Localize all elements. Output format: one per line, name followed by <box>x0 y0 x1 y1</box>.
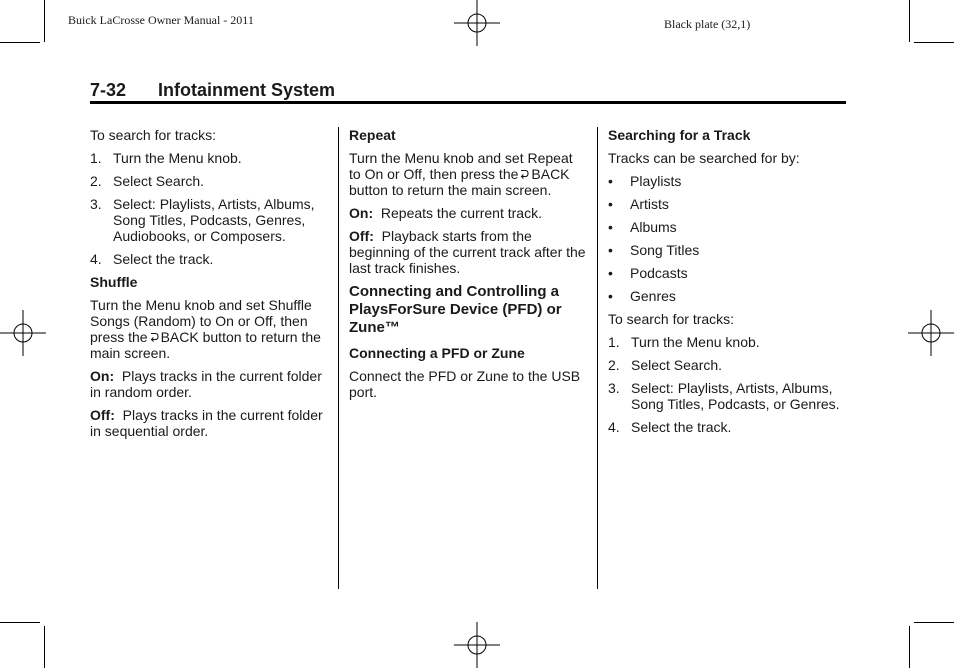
list-item: 3. Select: Playlists, Artists, Albums, Song Titles, Podcasts, Genres, Audiobooks, or Composers. <box>90 196 315 244</box>
bullet-item: • Genres <box>608 288 676 304</box>
list-item: 2. Select Search. <box>608 357 723 373</box>
shuffle-text: Turn the Menu knob and set Shuffle Songs (Random) to On or Off, then press the BACK button to return the main screen. <box>90 297 321 361</box>
column-divider <box>597 127 598 589</box>
crop-mark <box>909 0 910 42</box>
page-number: 7-32 <box>90 80 127 100</box>
heading-rule <box>90 101 846 104</box>
shuffle-heading: Shuffle <box>90 274 138 290</box>
list-item: 1. Turn the Menu knob. <box>90 150 242 166</box>
list-item: 1. Turn the Menu knob. <box>608 334 760 350</box>
bullet-item: • Podcasts <box>608 265 688 281</box>
connect-text: Connect the PFD or Zune to the USB port. <box>349 368 581 400</box>
repeat-text: Turn the Menu knob and set Repeat to On or Off, then press the BACK button to return the main screen. <box>349 150 573 198</box>
column-divider <box>338 127 339 589</box>
search-intro: To search for tracks: <box>90 127 217 143</box>
back-arrow-icon <box>150 332 159 343</box>
column-1 <box>90 127 328 446</box>
bullet-item: • Song Titles <box>608 242 700 258</box>
repeat-on-option: On: Repeats the current track. <box>349 205 542 221</box>
crop-mark <box>0 42 40 43</box>
bullet-item: • Artists <box>608 196 669 212</box>
section-title: Infotainment System <box>158 80 336 100</box>
repeat-heading: Repeat <box>349 127 396 143</box>
connect-subheading: Connecting a PFD or Zune <box>349 345 525 361</box>
repeat-off-option: Off: Playback starts from the beginning of the current track after the last track finishes. <box>349 228 586 276</box>
search-heading: Searching for a Track <box>608 127 751 143</box>
search-intro: To search for tracks: <box>608 311 735 327</box>
plate-label: Black plate (32,1) <box>664 17 751 31</box>
list-item: 3. Select: Playlists, Artists, Albums, Song Titles, Podcasts, or Genres. <box>608 380 840 412</box>
list-item: 4. Select the track. <box>90 251 214 267</box>
bullet-item: • Playlists <box>608 173 682 189</box>
registration-mark <box>454 0 500 46</box>
crop-mark <box>0 622 40 623</box>
registration-mark <box>0 310 46 356</box>
list-item: 2. Select Search. <box>90 173 205 189</box>
back-arrow-icon <box>520 169 529 180</box>
list-item: 4. Select the track. <box>608 419 732 435</box>
column-3 <box>608 127 846 442</box>
crop-mark <box>909 626 910 668</box>
connect-heading: Connecting and Controlling a PlaysForSure Device (PFD) or Zune™ <box>349 283 562 336</box>
shuffle-off-option: Off: Plays tracks in the current folder in sequential order. <box>90 407 323 439</box>
crop-mark <box>914 42 954 43</box>
column-2 <box>349 127 587 407</box>
crop-mark <box>44 0 45 42</box>
bullet-item: • Albums <box>608 219 677 235</box>
manual-title: Buick LaCrosse Owner Manual - 2011 <box>68 13 254 27</box>
crop-mark <box>44 626 45 668</box>
registration-mark <box>454 622 500 668</box>
crop-mark <box>914 622 954 623</box>
registration-mark <box>908 310 954 356</box>
shuffle-on-option: On: Plays tracks in the current folder in random order. <box>90 368 322 400</box>
section-heading <box>90 80 335 101</box>
search-by-intro: Tracks can be searched for by: <box>608 150 800 166</box>
